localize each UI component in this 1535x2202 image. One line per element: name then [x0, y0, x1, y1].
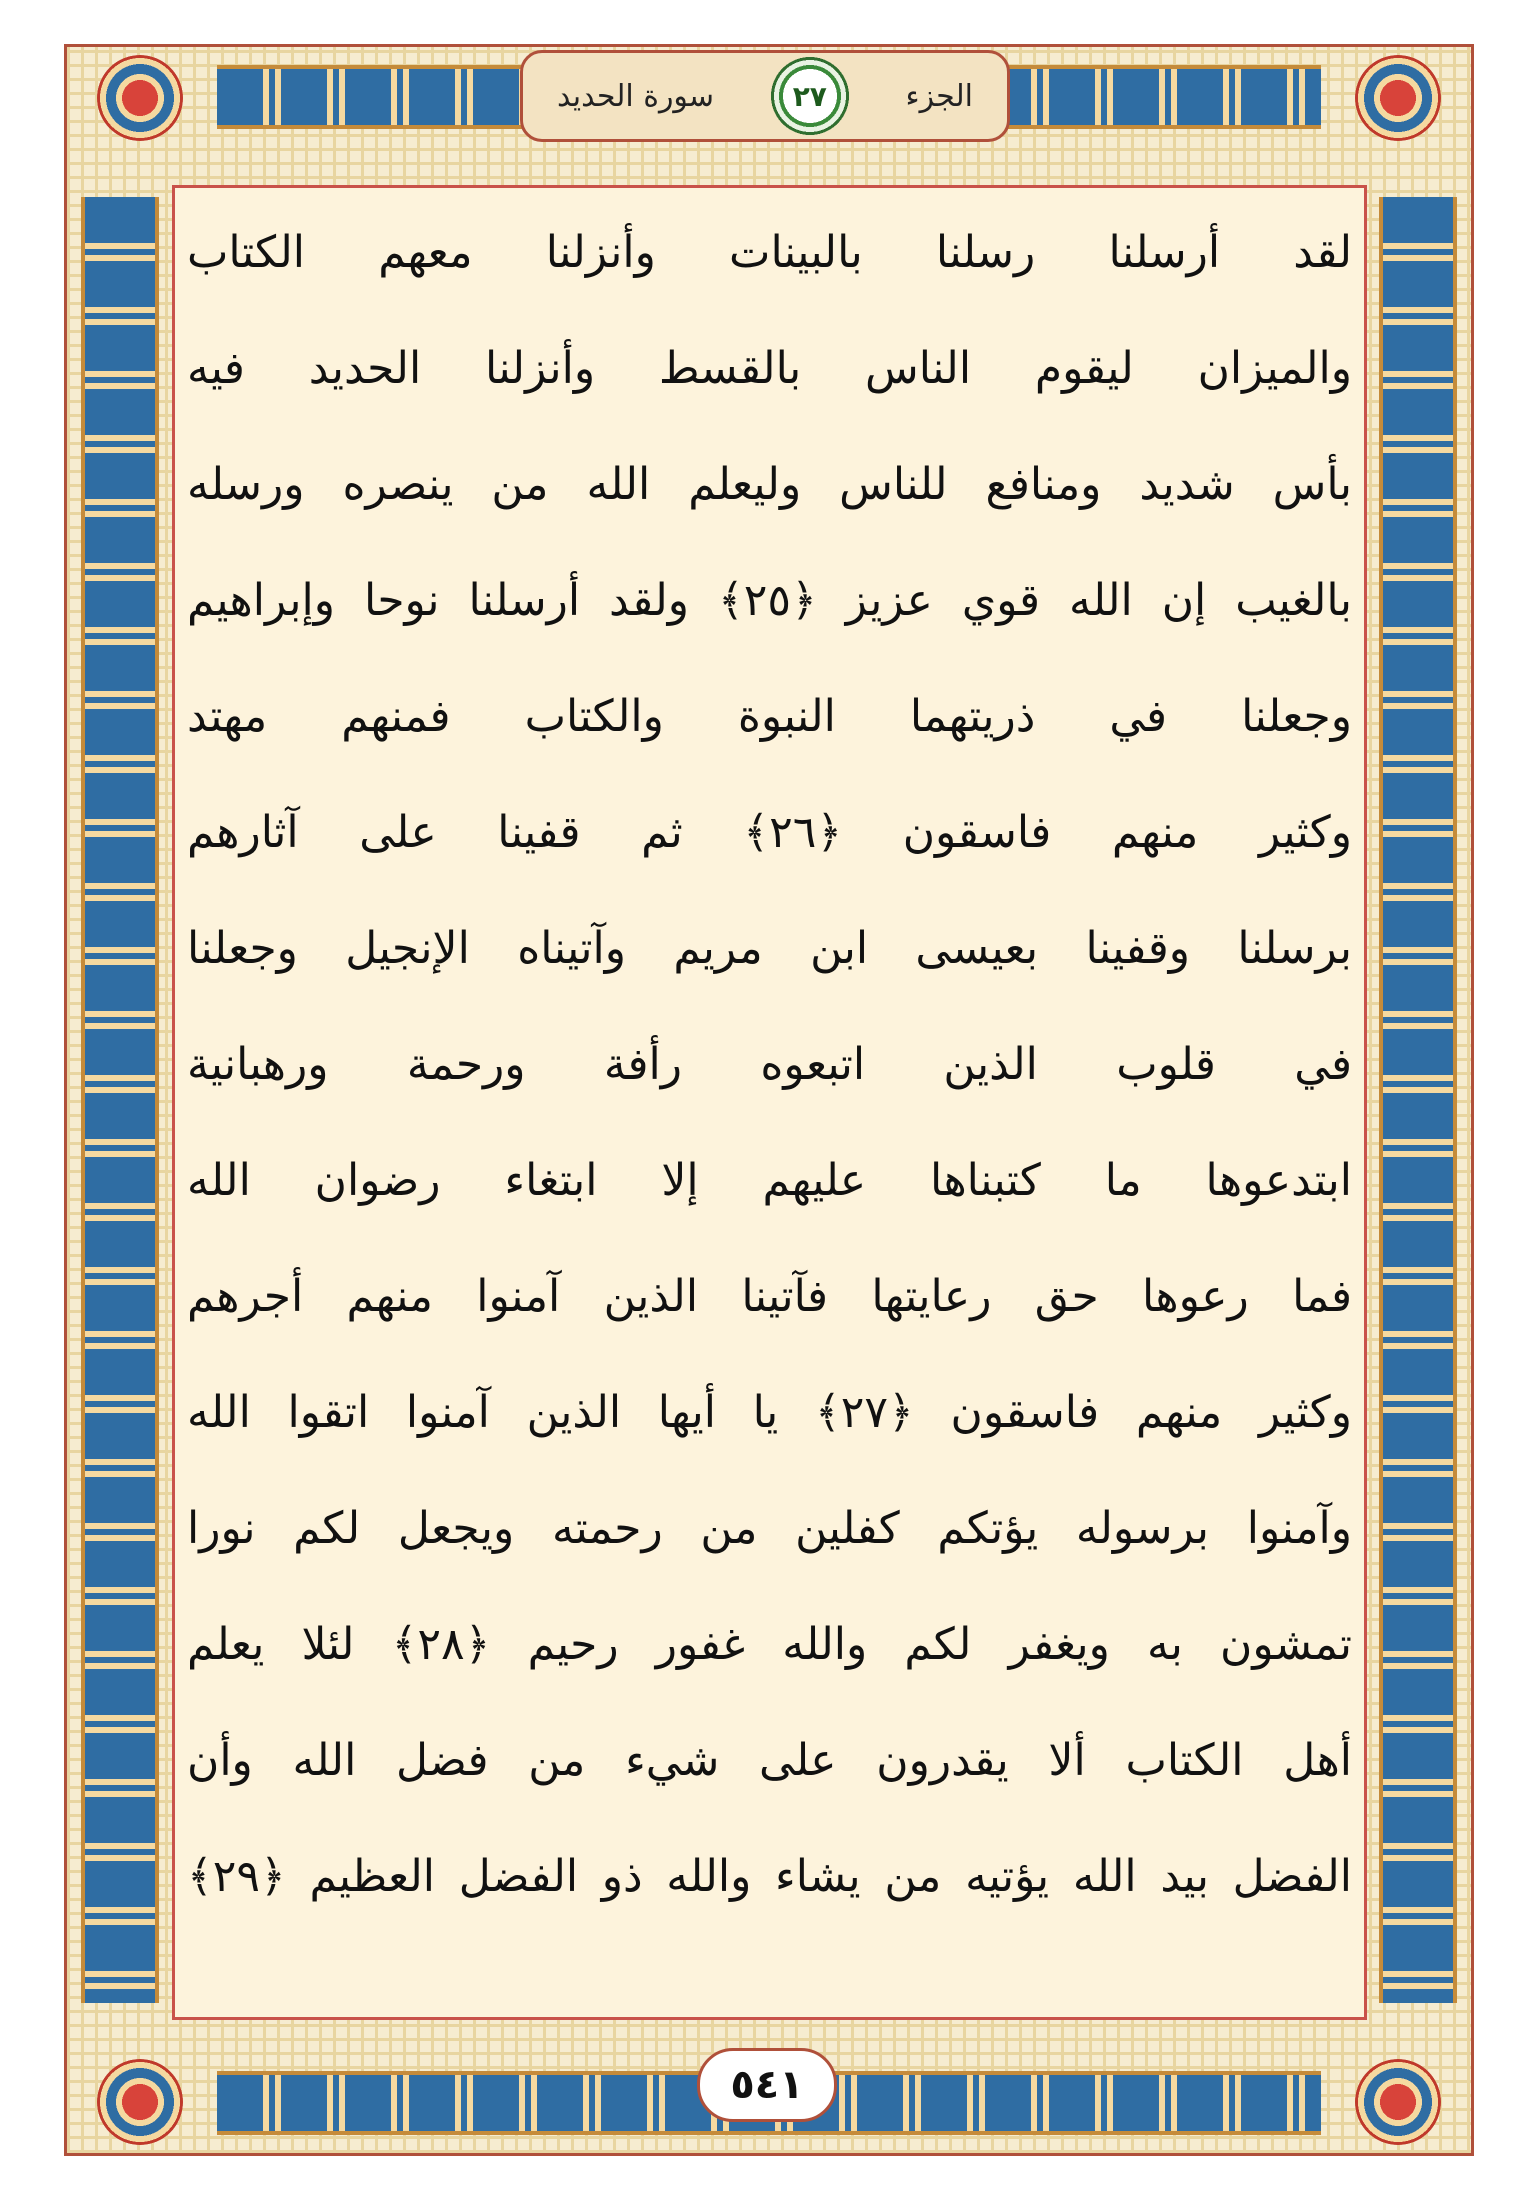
- quran-text-area: [172, 185, 1367, 2020]
- text-line: وجعلنا في ذريتهما النبوة والكتاب فمنهم مهتد: [187, 691, 1352, 742]
- text-line: برسلنا وقفينا بعيسى ابن مريم وآتيناه الإنجيل وجعلنا: [187, 923, 1352, 974]
- surah-name: سورة الحديد: [557, 78, 715, 114]
- juz-number-badge: ٢٧: [769, 55, 851, 137]
- page-number: ٥٤١: [697, 2048, 837, 2122]
- text-line: وكثير منهم فاسقون ﴿٢٦﴾ ثم قفينا على آثارهم: [187, 807, 1352, 858]
- corner-ornament-top-left: [97, 55, 183, 141]
- text-line: أهل الكتاب ألا يقدرون على شيء من فضل الله وأن: [187, 1735, 1352, 1786]
- left-border-band: [81, 197, 159, 2003]
- text-line: وكثير منهم فاسقون ﴿٢٧﴾ يا أيها الذين آمنوا اتقوا الله: [187, 1387, 1352, 1438]
- text-line: في قلوب الذين اتبعوه رأفة ورحمة ورهبانية: [187, 1039, 1352, 1090]
- page-header: [520, 50, 1010, 142]
- text-line: بأس شديد ومنافع للناس وليعلم الله من ينصره ورسله: [187, 459, 1352, 510]
- corner-ornament-bottom-left: [97, 2059, 183, 2145]
- right-border-band: [1379, 197, 1457, 2003]
- text-line: ابتدعوها ما كتبناها عليهم إلا ابتغاء رضوان الله: [187, 1155, 1352, 1206]
- text-line: فما رعوها حق رعايتها فآتينا الذين آمنوا منهم أجرهم: [187, 1271, 1352, 1322]
- corner-ornament-bottom-right: [1355, 2059, 1441, 2145]
- corner-ornament-top-right: [1355, 55, 1441, 141]
- text-line: تمشون به ويغفر لكم والله غفور رحيم ﴿٢٨﴾ لئلا يعلم: [187, 1619, 1352, 1670]
- text-line: بالغيب إن الله قوي عزيز ﴿٢٥﴾ ولقد أرسلنا نوحا وإبراهيم: [187, 575, 1352, 626]
- text-line: وآمنوا برسوله يؤتكم كفلين من رحمته ويجعل لكم نورا: [187, 1503, 1352, 1554]
- juz-label: الجزء: [905, 78, 973, 114]
- text-line: والميزان ليقوم الناس بالقسط وأنزلنا الحديد فيه: [187, 343, 1352, 394]
- text-line: الفضل بيد الله يؤتيه من يشاء والله ذو الفضل العظيم ﴿٢٩﴾: [187, 1851, 1352, 1902]
- text-line: لقد أرسلنا رسلنا بالبينات وأنزلنا معهم الكتاب: [187, 227, 1352, 278]
